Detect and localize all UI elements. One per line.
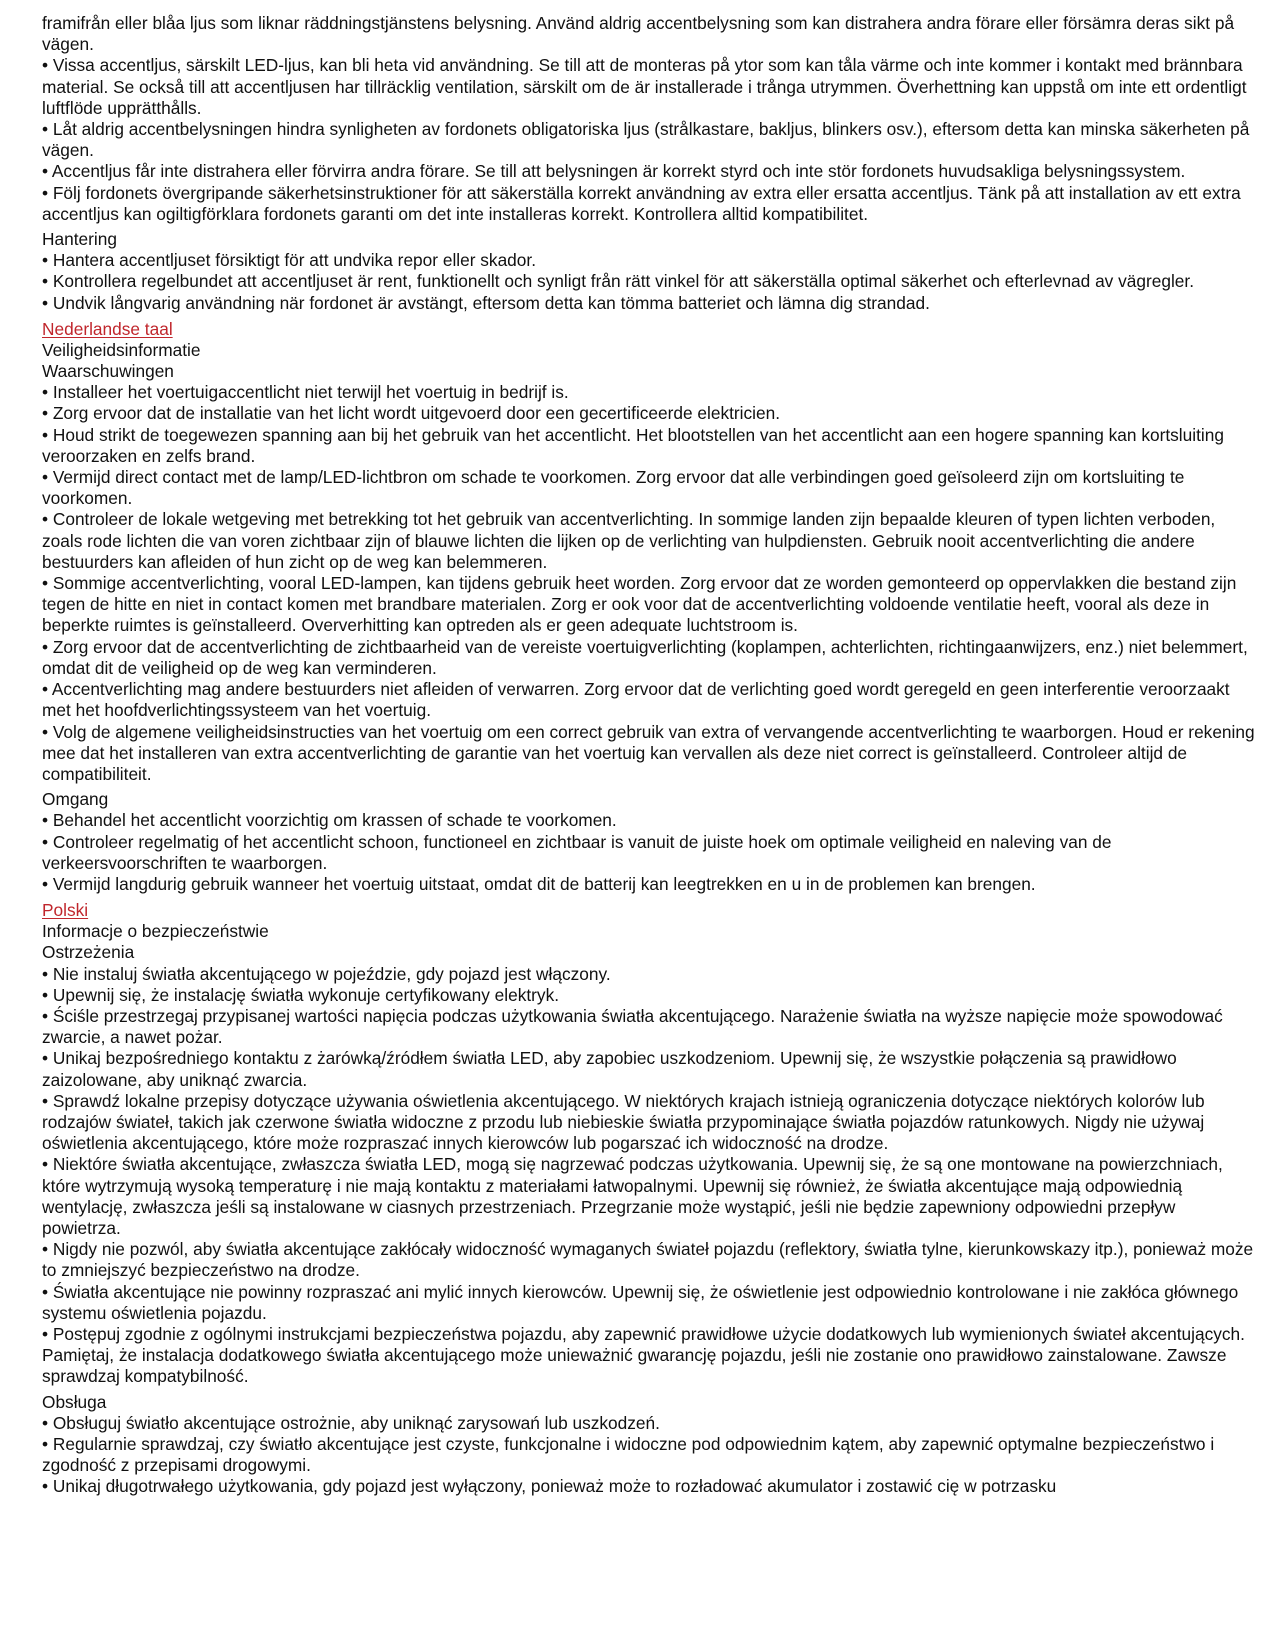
dutch-warning-item: • Zorg ervoor dat de installatie van het licht wordt uitgevoerd door een gecertificeerde elektricien. [42, 403, 781, 424]
swedish-warnings-list [42, 13, 1257, 225]
polish-warning-item: • Ściśle przestrzegaj przypisanej wartości napięcia podczas użytkowania światła akcentującego. Narażenie światła na wyższe napięcie może spowodować zwarcie, a nawet pożar. [42, 1005, 1223, 1048]
polish-handling-item: • Obsługuj światło akcentujące ostrożnie, aby uniknąć zarysowań lub uszkodzeń. [42, 1412, 660, 1433]
dutch-warning-item: • Vermijd direct contact met de lamp/LED-lichtbron om schade te voorkomen. Zorg ervoor dat alle verbindingen goed geïsoleerd zijn om kortsluiting te voorkomen. [42, 467, 1185, 509]
swedish-handling-item: • Undvik långvarig användning när fordonet är avstängt, eftersom detta kan tömma batteriet och lämna dig strandad. [42, 292, 930, 313]
polish-warning-item: • Światła akcentujące nie powinny rozpraszać ani mylić innych kierowców. Upewnij się, że oświetlenie jest odpowiednio kontrolowane i nie zakłóca głównego systemu oświetlenia pojazdu. [42, 1281, 1239, 1323]
dutch-warnings-list [42, 382, 1257, 785]
swedish-handling-item: • Hantera accentljuset försiktigt för att undvika repor eller skador. [42, 250, 537, 271]
swedish-handling-heading: Hantering [42, 229, 117, 250]
polish-warning-item: • Unikaj bezpośredniego kontaktu z żarówką/źródłem światła LED, aby zapobiec uszkodzeniom. Upewnij się, że wszystkie połączenia są prawidłowo zaizolowane, aby uniknąć zwarcia. [42, 1048, 1177, 1090]
polish-warning-item: • Sprawdź lokalne przepisy dotyczące używania oświetlenia akcentującego. W niektórych krajach istnieją ograniczenia dotyczące niektórych kolorów lub rodzajów świateł, takich jak czerwone światła widoczne z przodu lub niebieskie światła przypominające światła pojazdów ratunkowych. Nigdy nie używaj oświetlenia akcentującego, które może rozpraszać innych kierowców lub pogarszać ich widoczność na drodze. [42, 1090, 1205, 1154]
polish-handling-heading: Obsługa [42, 1391, 107, 1412]
polish-handling-item: • Unikaj długotrwałego użytkowania, gdy pojazd jest wyłączony, ponieważ może to rozładować akumulator i zostawić cię w potrzasku [42, 1476, 1057, 1497]
dutch-handling-heading: Omgang [42, 789, 109, 810]
polish-warning-item: • Postępuj zgodnie z ogólnymi instrukcjami bezpieczeństwa pojazdu, aby zapewnić prawidłowe użycie dodatkowych lub wymienionych świateł akcentujących. Pamiętaj, że instalacja dodatkowego światła akcentującego może unieważnić gwarancję pojazdu, jeśli nie zostanie ono prawidłowo zainstalowane. Zawsze sprawdzaj kompatybilność. [42, 1323, 1245, 1387]
polish-language-link[interactable]: Polski [42, 900, 89, 921]
document-page [42, 13, 1257, 1498]
polish-section [42, 895, 1257, 1497]
dutch-safety-heading: Veiligheidsinformatie [42, 339, 201, 360]
polish-warnings-list [42, 964, 1257, 1388]
swedish-warning-item: framifrån eller blåa ljus som liknar räddningstjänstens belysning. Använd aldrig accentbelysning som kan distrahera andra förare eller försämra deras sikt på vägen. [42, 13, 1235, 55]
polish-handling-list [42, 1413, 1257, 1498]
polish-warning-item: • Niektóre światła akcentujące, zwłaszcza światła LED, mogą się nagrzewać podczas użytkowania. Upewnij się, że są one montowane na powierzchniach, które wytrzymują wysoką temperaturę i nie mają kontaktu z materiałami łatwopalnymi. Upewnij się również, że światła akcentujące mają odpowiednią wentylację, zwłaszcza jeśli są instalowane w ciasnych przestrzeniach. Przegrzanie może wystąpić, jeśli nie będzie zapewniony odpowiedni przepływ powietrza. [42, 1154, 1223, 1238]
swedish-warning-item: • Följ fordonets övergripande säkerhetsinstruktioner för att säkerställa korrekt användning av extra eller ersatta accentljus. Tänk på att installation av ett extra accentljus kan ogiltigförklara fordonets garanti om det inte installeras korrekt. Kontrollera alltid kompatibilitet. [42, 182, 1241, 224]
dutch-warning-item: • Installeer het voertuigaccentlicht niet terwijl het voertuig in bedrijf is. [42, 382, 569, 403]
swedish-handling-item: • Kontrollera regelbundet att accentljuset är rent, funktionellt och synligt från rätt vinkel för att säkerställa optimal säkerhet och efterlevnad av vägregler. [42, 271, 1195, 292]
swedish-warning-item: • Accentljus får inte distrahera eller förvirra andra förare. Se till att belysningen är korrekt styrd och inte stör fordonets huvudsakliga belysningssystem. [42, 161, 1186, 182]
swedish-warning-item: • Vissa accentljus, särskilt LED-ljus, kan bli heta vid användning. Se till att de monteras på ytor som kan tåla värme och inte kommer i kontakt med brännbara material. Se också till att accentljusen har tillräcklig ventilation, särskilt om de är installerade i trånga utrymmen. Överhettning kan uppstå om inte ett ordentligt luftflöde upprätthålls. [42, 55, 1247, 118]
dutch-warning-item: • Houd strikt de toegewezen spanning aan bij het gebruik van het accentlicht. Het blootstellen van het accentlicht aan een hogere spanning kan kortsluiting veroorzaken en zelfs brand. [42, 424, 1224, 466]
dutch-handling-item: • Behandel het accentlicht voorzichtig om krassen of schade te voorkomen. [42, 810, 617, 831]
polish-safety-heading: Informacje o bezpieczeństwie [42, 921, 269, 942]
dutch-handling-item: • Controleer regelmatig of het accentlicht schoon, functioneel en zichtbaar is vanuit de juiste hoek om optimale veiligheid en naleving van de verkeersvoorschriften te waarborgen. [42, 831, 1112, 873]
dutch-warning-item: • Volg de algemene veiligheidsinstructies van het voertuig om een correct gebruik van extra of vervangende accentverlichting te waarborgen. Houd er rekening mee dat het installeren van extra accentverlichting de garantie van het voertuig kan vervallen als deze niet correct is geïnstalleerd. Controleer altijd de compatibiliteit. [42, 721, 1255, 784]
polish-warning-item: • Nigdy nie pozwól, aby światła akcentujące zakłócały widoczność wymaganych świateł pojazdu (reflektory, światła tylne, kierunkowskazy itp.), ponieważ może to zmniejszyć bezpieczeństwo na drodze. [42, 1239, 1254, 1281]
dutch-warning-item: • Accentverlichting mag andere bestuurders niet afleiden of verwarren. Zorg ervoor dat de verlichting goed wordt geregeld en geen interferentie veroorzaakt met het hoofdverlichtingssysteem van het voertuig. [42, 679, 1230, 721]
dutch-handling-item: • Vermijd langdurig gebruik wanneer het voertuig uitstaat, omdat dit de batterij kan leegtrekken en u in de problemen kan brengen. [42, 873, 1036, 894]
polish-handling-item: • Regularnie sprawdzaj, czy światło akcentujące jest czyste, funkcjonalne i widoczne pod odpowiednim kątem, aby zapewnić optymalne bezpieczeństwo i zgodność z przepisami drogowymi. [42, 1434, 1215, 1476]
swedish-section [42, 13, 1257, 314]
dutch-warnings-heading: Waarschuwingen [42, 361, 174, 382]
dutch-language-link[interactable]: Nederlandse taal [42, 318, 173, 339]
dutch-warning-item: • Zorg ervoor dat de accentverlichting de zichtbaarheid van de vereiste voertuigverlichting (koplampen, achterlichten, richtingaanwijzers, enz.) niet belemmert, omdat dit de veiligheid op de weg kan verminderen. [42, 636, 1248, 678]
dutch-warning-item: • Controleer de lokale wetgeving met betrekking tot het gebruik van accentverlichting. In sommige landen zijn bepaalde kleuren of typen lichten verboden, zoals rode lichten die van voren zichtbaar zijn of blauwe lichten die lijken op de verlichting van hulpdiensten. Gebruik nooit accentverlichting die andere bestuurders kan afleiden of hun zicht op de weg kan belemmeren. [42, 509, 1216, 572]
swedish-warning-item: • Låt aldrig accentbelysningen hindra synligheten av fordonets obligatoriska ljus (strålkastare, bakljus, blinkers osv.), eftersom detta kan minska säkerheten på vägen. [42, 119, 1250, 161]
swedish-handling-list [42, 250, 1257, 314]
polish-warning-item: • Nie instaluj światła akcentującego w pojeździe, gdy pojazd jest włączony. [42, 963, 611, 984]
dutch-section [42, 314, 1257, 895]
polish-warning-item: • Upewnij się, że instalację światła wykonuje certyfikowany elektryk. [42, 984, 560, 1005]
polish-language-link-row [42, 895, 1257, 921]
dutch-language-link-row [42, 314, 1257, 340]
dutch-handling-list [42, 810, 1257, 895]
polish-warnings-heading: Ostrzeżenia [42, 942, 135, 963]
dutch-warning-item: • Sommige accentverlichting, vooral LED-lampen, kan tijdens gebruik heet worden. Zorg ervoor dat ze worden gemonteerd op oppervlakken die bestand zijn tegen de hitte en niet in contact komen met brandbare materialen. Zorg er ook voor dat de accentverlichting voldoende ventilatie heeft, vooral als deze in beperkte ruimtes is geïnstalleerd. Oververhitting kan optreden als er geen adequate luchtstroom is. [42, 573, 1237, 636]
